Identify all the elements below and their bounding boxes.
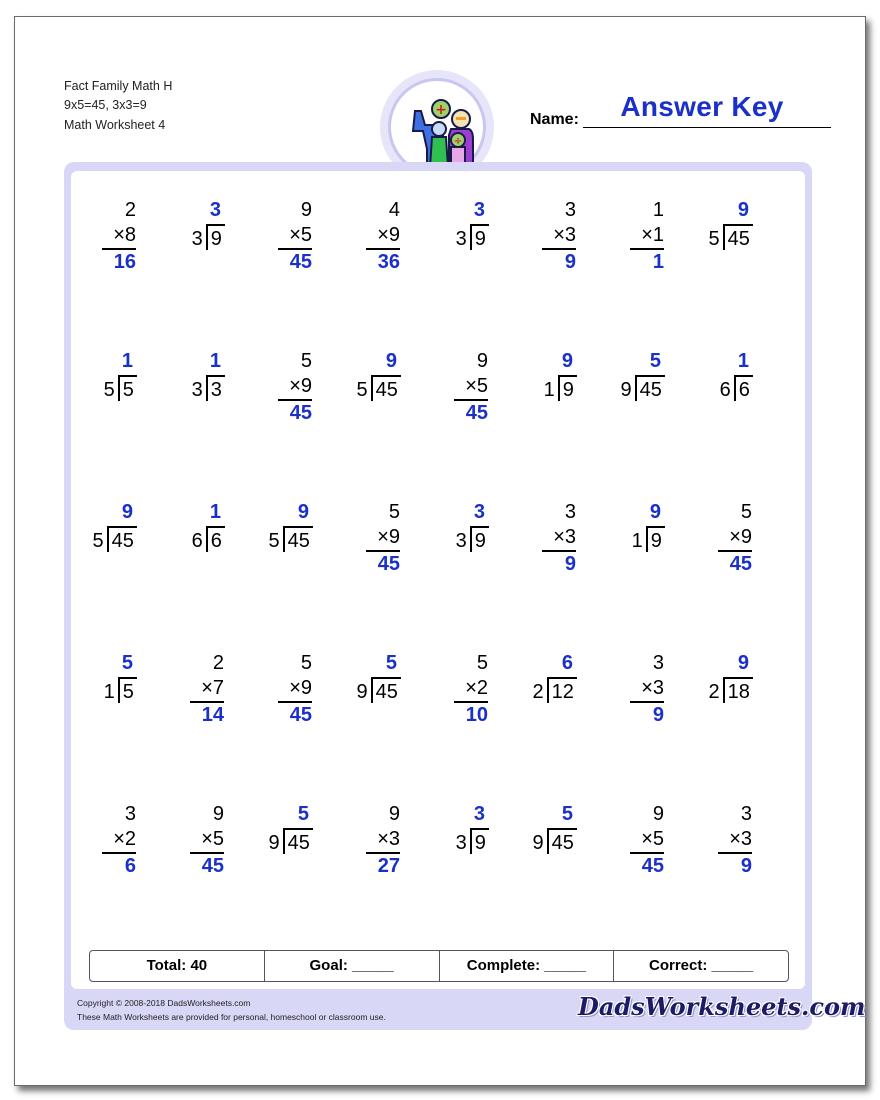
factor-bottom: ×9 [729, 526, 752, 548]
answer-rule [630, 248, 664, 250]
total-cell: Total: 40 [90, 951, 265, 981]
quotient-answer: 9 [121, 501, 133, 523]
factor-top: 9 [652, 803, 664, 825]
factor-bottom: ×9 [289, 677, 312, 699]
product-answer: 45 [289, 251, 312, 273]
answer-rule [278, 248, 312, 250]
quotient-answer: 6 [561, 652, 573, 674]
multiplication-problem [428, 653, 488, 729]
divisor: 1 [103, 681, 115, 703]
dividend: 12 [551, 681, 574, 703]
divisor: 9 [356, 681, 368, 703]
answer-rule [630, 701, 664, 703]
product-answer: 14 [201, 704, 224, 726]
factor-top: 3 [652, 652, 664, 674]
quotient-answer: 9 [385, 350, 397, 372]
correct-cell: Correct: _____ [649, 957, 754, 974]
division-problem [190, 200, 224, 256]
dividend: 9 [210, 228, 222, 250]
multiplication-problem [76, 804, 136, 880]
quotient-answer: 5 [385, 652, 397, 674]
divisor: 1 [631, 530, 643, 552]
divisor: 2 [532, 681, 544, 703]
product-answer: 45 [729, 553, 752, 575]
answer-rule [190, 852, 224, 854]
divisor: 5 [92, 530, 104, 552]
factor-top: 5 [300, 652, 312, 674]
answer-rule [542, 550, 576, 552]
quotient-answer: 1 [737, 350, 749, 372]
factor-top: 2 [124, 199, 136, 221]
dividend: 45 [111, 530, 134, 552]
answer-rule [278, 701, 312, 703]
divisor: 5 [103, 379, 115, 401]
multiplication-problem [604, 200, 664, 276]
goal-cell: Goal: _____ [265, 951, 440, 981]
disclaimer-text: These Math Worksheets are provided for personal, homeschool or classroom use. [77, 1012, 386, 1022]
quotient-answer: 9 [737, 652, 749, 674]
product-answer: 27 [377, 855, 400, 877]
answer-rule [278, 399, 312, 401]
quotient-answer: 1 [121, 350, 133, 372]
svg-text:÷: ÷ [453, 136, 463, 147]
factor-bottom: ×9 [377, 526, 400, 548]
factor-bottom: ×3 [377, 828, 400, 850]
factor-top: 3 [564, 501, 576, 523]
factor-top: 9 [476, 350, 488, 372]
svg-text:+: + [435, 102, 447, 118]
factor-bottom: ×3 [641, 677, 664, 699]
dividend: 5 [122, 379, 134, 401]
factor-bottom: ×9 [377, 224, 400, 246]
dividend: 3 [210, 379, 222, 401]
divisor: 3 [191, 379, 203, 401]
factor-top: 5 [388, 501, 400, 523]
score-row [89, 950, 789, 982]
factor-bottom: ×5 [641, 828, 664, 850]
answer-rule [190, 701, 224, 703]
dividend: 9 [474, 228, 486, 250]
division-problem [718, 351, 752, 407]
quotient-answer: 9 [561, 350, 573, 372]
multiplication-problem [516, 200, 576, 276]
division-problem [266, 804, 312, 860]
divisor: 9 [532, 832, 544, 854]
division-problem [454, 502, 488, 558]
factor-bottom: ×2 [113, 828, 136, 850]
divisor: 1 [543, 379, 555, 401]
product-answer: 1 [652, 251, 664, 273]
multiplication-problem [164, 653, 224, 729]
division-problem [266, 502, 312, 558]
factor-bottom: ×3 [729, 828, 752, 850]
multiplication-problem [76, 200, 136, 276]
product-answer: 45 [377, 553, 400, 575]
answer-rule [542, 248, 576, 250]
division-problem [530, 653, 576, 709]
multiplication-problem [252, 653, 312, 729]
divisor: 3 [455, 530, 467, 552]
division-problem [354, 351, 400, 407]
division-problem [706, 653, 752, 709]
quotient-answer: 3 [473, 803, 485, 825]
name-line [583, 127, 831, 128]
factor-bottom: ×9 [289, 375, 312, 397]
dividend: 6 [210, 530, 222, 552]
dividend: 45 [727, 228, 750, 250]
dividend: 9 [474, 530, 486, 552]
complete-cell: Complete: _____ [440, 951, 615, 981]
factor-bottom: ×5 [201, 828, 224, 850]
quotient-answer: 5 [121, 652, 133, 674]
divisor: 9 [620, 379, 632, 401]
multiplication-problem [428, 351, 488, 427]
quotient-answer: 3 [473, 501, 485, 523]
quotient-answer: 1 [209, 501, 221, 523]
product-answer: 45 [465, 402, 488, 424]
answer-rule [718, 852, 752, 854]
worksheet-title: Fact Family Math H [64, 79, 173, 93]
division-problem [630, 502, 664, 558]
dividend: 45 [287, 832, 310, 854]
factor-top: 5 [740, 501, 752, 523]
factor-bottom: ×7 [201, 677, 224, 699]
dividend: 9 [650, 530, 662, 552]
dividend: 45 [375, 681, 398, 703]
divisor: 3 [455, 832, 467, 854]
product-answer: 45 [289, 704, 312, 726]
quotient-answer: 9 [649, 501, 661, 523]
factor-top: 3 [564, 199, 576, 221]
multiplication-problem [164, 804, 224, 880]
factor-top: 9 [212, 803, 224, 825]
dividend: 5 [122, 681, 134, 703]
division-problem [542, 351, 576, 407]
division-problem [530, 804, 576, 860]
product-answer: 9 [652, 704, 664, 726]
divisor: 6 [191, 530, 203, 552]
multiplication-problem [692, 804, 752, 880]
product-answer: 36 [377, 251, 400, 273]
factor-bottom: ×1 [641, 224, 664, 246]
multiplication-problem [252, 351, 312, 427]
answer-rule [102, 852, 136, 854]
dadsworksheets-logo: DadsWorksheets.com [578, 992, 866, 1021]
quotient-answer: 9 [737, 199, 749, 221]
multiplication-problem [340, 502, 400, 578]
divisor: 9 [268, 832, 280, 854]
answer-rule [366, 852, 400, 854]
factor-top: 3 [740, 803, 752, 825]
fact-family: 9x5=45, 3x3=9 [64, 98, 147, 112]
product-answer: 6 [124, 855, 136, 877]
factor-bottom: ×5 [465, 375, 488, 397]
dividend: 45 [287, 530, 310, 552]
copyright-text: Copyright © 2008-2018 DadsWorksheets.com [77, 998, 251, 1008]
worksheet-subtitle: Math Worksheet 4 [64, 118, 166, 132]
dividend: 9 [562, 379, 574, 401]
quotient-answer: 3 [209, 199, 221, 221]
division-problem [354, 653, 400, 709]
division-problem [102, 351, 136, 407]
multiplication-problem [516, 502, 576, 578]
divisor: 3 [191, 228, 203, 250]
name-label: Name: [530, 111, 579, 128]
division-problem [90, 502, 136, 558]
dividend: 45 [551, 832, 574, 854]
answer-rule [366, 550, 400, 552]
factor-top: 3 [124, 803, 136, 825]
quotient-answer: 3 [473, 199, 485, 221]
dividend: 9 [474, 832, 486, 854]
factor-bottom: ×2 [465, 677, 488, 699]
dividend: 18 [727, 681, 750, 703]
multiplication-problem [340, 804, 400, 880]
answer-rule [718, 550, 752, 552]
product-answer: 45 [641, 855, 664, 877]
divisor: 6 [719, 379, 731, 401]
division-problem [190, 351, 224, 407]
answer-key-heading: Answer Key [620, 91, 784, 122]
factor-top: 5 [476, 652, 488, 674]
divisor: 2 [708, 681, 720, 703]
answer-rule [454, 701, 488, 703]
factor-bottom: ×3 [553, 224, 576, 246]
answer-rule [102, 248, 136, 250]
multiplication-problem [340, 200, 400, 276]
product-answer: 16 [113, 251, 136, 273]
factor-top: 5 [300, 350, 312, 372]
quotient-answer: 5 [649, 350, 661, 372]
dividend: 45 [375, 379, 398, 401]
divisor: 5 [268, 530, 280, 552]
division-problem [190, 502, 224, 558]
factor-top: 4 [388, 199, 400, 221]
factor-top: 9 [300, 199, 312, 221]
product-answer: 9 [740, 855, 752, 877]
factor-top: 1 [652, 199, 664, 221]
factor-top: 9 [388, 803, 400, 825]
division-problem [454, 804, 488, 860]
multiplication-problem [252, 200, 312, 276]
quotient-answer: 1 [209, 350, 221, 372]
answer-rule [366, 248, 400, 250]
product-answer: 9 [564, 251, 576, 273]
dividend: 45 [639, 379, 662, 401]
divisor: 5 [356, 379, 368, 401]
multiplication-problem [692, 502, 752, 578]
answer-rule [630, 852, 664, 854]
division-problem [454, 200, 488, 256]
factor-bottom: ×8 [113, 224, 136, 246]
division-problem [706, 200, 752, 256]
answer-rule [454, 399, 488, 401]
multiplication-problem [604, 804, 664, 880]
divisor: 3 [455, 228, 467, 250]
multiplication-problem [604, 653, 664, 729]
division-problem [102, 653, 136, 709]
product-answer: 9 [564, 553, 576, 575]
divisor: 5 [708, 228, 720, 250]
product-answer: 45 [201, 855, 224, 877]
product-answer: 10 [465, 704, 488, 726]
dividend: 6 [738, 379, 750, 401]
division-problem [618, 351, 664, 407]
product-answer: 45 [289, 402, 312, 424]
factor-bottom: ×5 [289, 224, 312, 246]
quotient-answer: 5 [297, 803, 309, 825]
quotient-answer: 9 [297, 501, 309, 523]
factor-bottom: ×3 [553, 526, 576, 548]
factor-top: 2 [212, 652, 224, 674]
quotient-answer: 5 [561, 803, 573, 825]
